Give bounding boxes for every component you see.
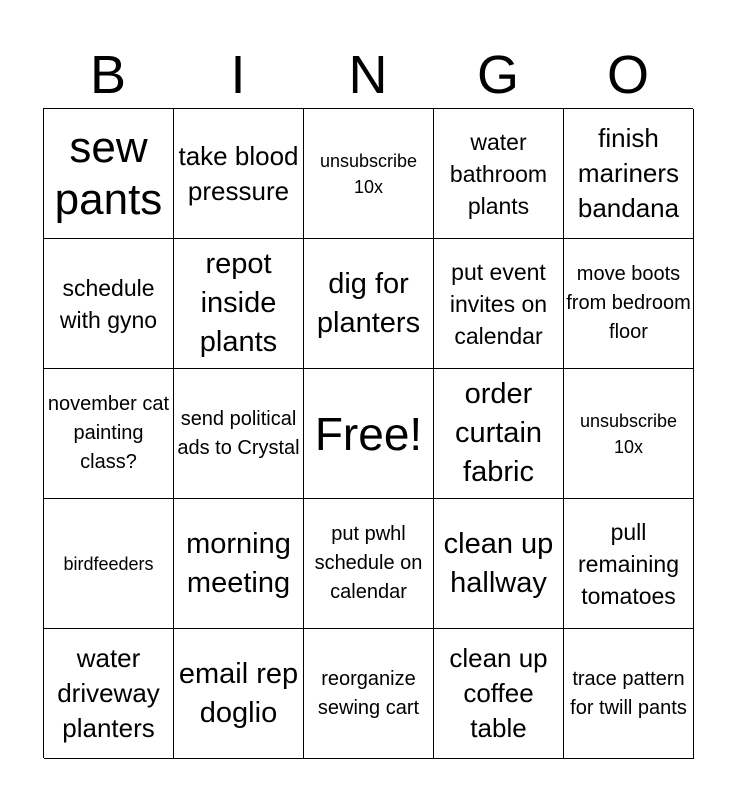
cell-text: email rep doglio [178,657,299,729]
bingo-cell[interactable] [44,239,174,369]
bingo-cell[interactable] [434,369,564,499]
bingo-cell[interactable] [434,629,564,759]
bingo-cell[interactable] [434,499,564,629]
bingo-cell[interactable] [564,109,694,239]
cell-text: reorganize sewing cart [317,667,420,719]
cell-text: birdfeeders [63,553,154,574]
cell-text: take blood pressure [178,140,299,206]
bingo-cell[interactable] [434,239,564,369]
cell-text: water driveway planters [57,643,160,743]
bingo-card-grid [43,108,693,758]
header-letter-b: B [89,45,127,105]
header-letter-o: O [606,45,649,105]
bingo-cell[interactable] [564,629,694,759]
header-letter-i: I [230,45,246,105]
bingo-cell[interactable] [44,369,174,499]
bingo-cell[interactable] [174,629,304,759]
bingo-cell[interactable] [44,629,174,759]
cell-text: unsubscribe 10x [579,410,678,457]
cell-text: water bathroom plants [449,128,548,219]
cell-text: finish mariners bandana [577,123,680,223]
bingo-cell[interactable] [44,109,174,239]
bingo-cell[interactable] [304,109,434,239]
cell-text: morning meeting [186,527,291,599]
cell-text: dig for planters [316,267,421,339]
bingo-cell[interactable] [564,369,694,499]
bingo-cell[interactable] [174,499,304,629]
bingo-header [43,42,693,108]
cell-text: clean up coffee table [449,643,548,743]
cell-text: move boots from bedroom floor [566,263,691,343]
cell-text: unsubscribe 10x [319,150,418,197]
cell-text: schedule with gyno [59,274,158,333]
cell-text: send political ads to Crystal [177,407,300,459]
bingo-cell[interactable] [564,499,694,629]
cell-text: clean up hallway [443,527,554,599]
bingo-cell[interactable] [564,239,694,369]
bingo-cell[interactable] [304,499,434,629]
cell-text: pull remaining tomatoes [578,518,679,609]
free-space-label: Free! [314,407,423,460]
header-letter-g: G [476,45,519,105]
cell-text: put pwhl schedule on calendar [314,523,423,603]
bingo-cell[interactable] [174,239,304,369]
bingo-cell[interactable] [304,629,434,759]
bingo-cell[interactable] [434,109,564,239]
cell-text: sew pants [54,122,163,224]
bingo-cell[interactable] [174,109,304,239]
bingo-cell[interactable] [174,369,304,499]
header-letter-n: N [348,45,388,105]
cell-text: order curtain fabric [454,378,543,488]
cell-text: november cat painting class? [47,393,170,473]
free-space-cell[interactable] [304,369,434,499]
cell-text: repot inside plants [199,248,278,358]
cell-text: put event invites on calendar [449,258,548,349]
cell-text: trace pattern for twill pants [570,667,687,719]
bingo-cell[interactable] [44,499,174,629]
bingo-cell[interactable] [304,239,434,369]
